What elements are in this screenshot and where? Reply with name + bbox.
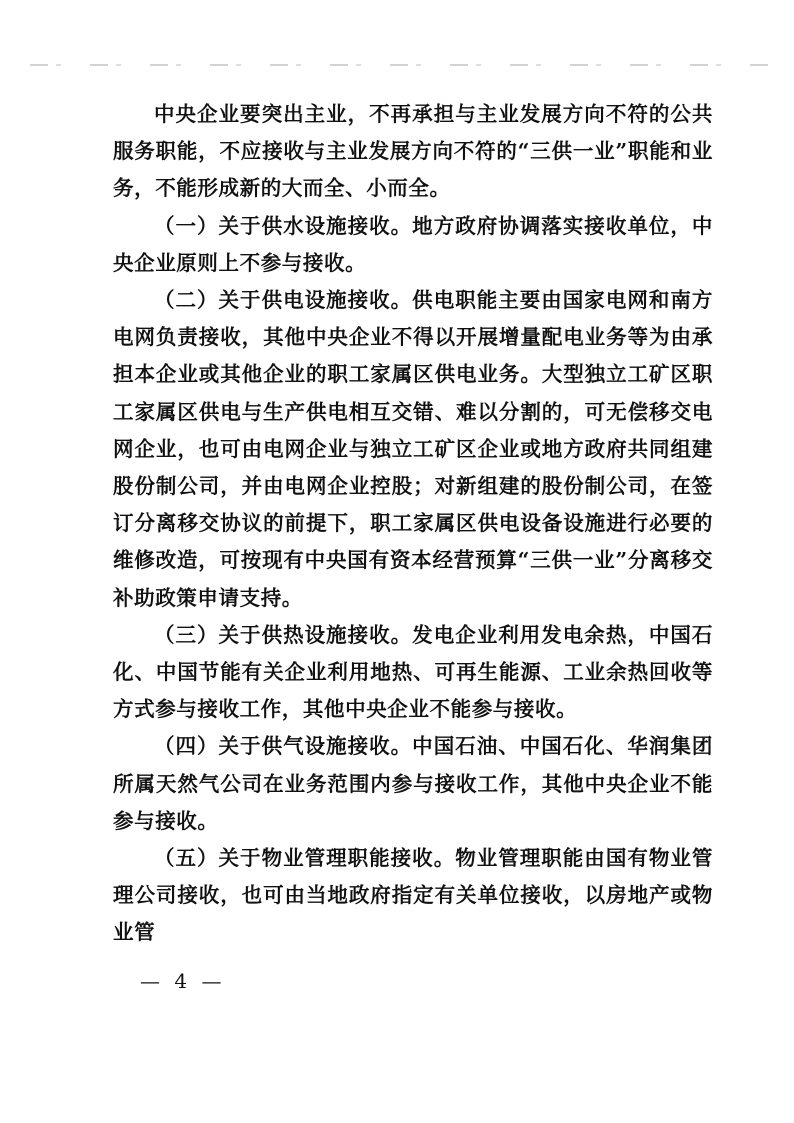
paragraph-heat-supply: （三）关于供热设施接收。发电企业利用发电余热，中国石化、中国节能有关企业利用地热、可再生能源、工业余热回收等方式参与接收工作，其他中央企业不能参与接收。 [113,622,713,722]
paragraph-power-supply: （二）关于供电设施接收。供电职能主要由国家电网和南方电网负责接收，其他中央企业不得以开展增量配电业务等为由承担本企业或其他企业的职工家属区供电业务。大型独立工矿区职工家属区供电与生产供电相互交错、难以分割的，可无偿移交电网企业，也可由电网企业与独立工矿区企业或地方政府共同组建股份制公司，并由电网企业控股；对新组建的股份制公司，在签订分离移交协议的前提下，职工家属区供电设备设施进行必要的维修改造，可按现有中央国有资本经营预算“三供一业”分离移交补助政策申请支持。 [113,288,713,610]
page-number: — 4 — [140,969,226,993]
paragraph-intro: 中央企业要突出主业，不再承担与主业发展方向不符的公共服务职能，不应接收与主业发展方向不符的“三供一业”职能和业务，不能形成新的大而全、小而全。 [113,102,713,201]
paragraph-gas-supply: （四）关于供气设施接收。中国石油、中国石化、华润集团所属天然气公司在业务范围内参与接收工作，其他中央企业不能参与接收。 [113,734,713,833]
paragraph-water-supply: （一）关于供水设施接收。地方政府协调落实接收单位，中央企业原则上不参与接收。 [113,213,713,275]
document-body [113,96,713,952]
paragraph-property-management: （五）关于物业管理职能接收。物业管理职能由国有物业管理公司接收，也可由当地政府指定有关单位接收，以房地产或物业管 [113,846,713,945]
scan-artifact-line [30,64,770,66]
